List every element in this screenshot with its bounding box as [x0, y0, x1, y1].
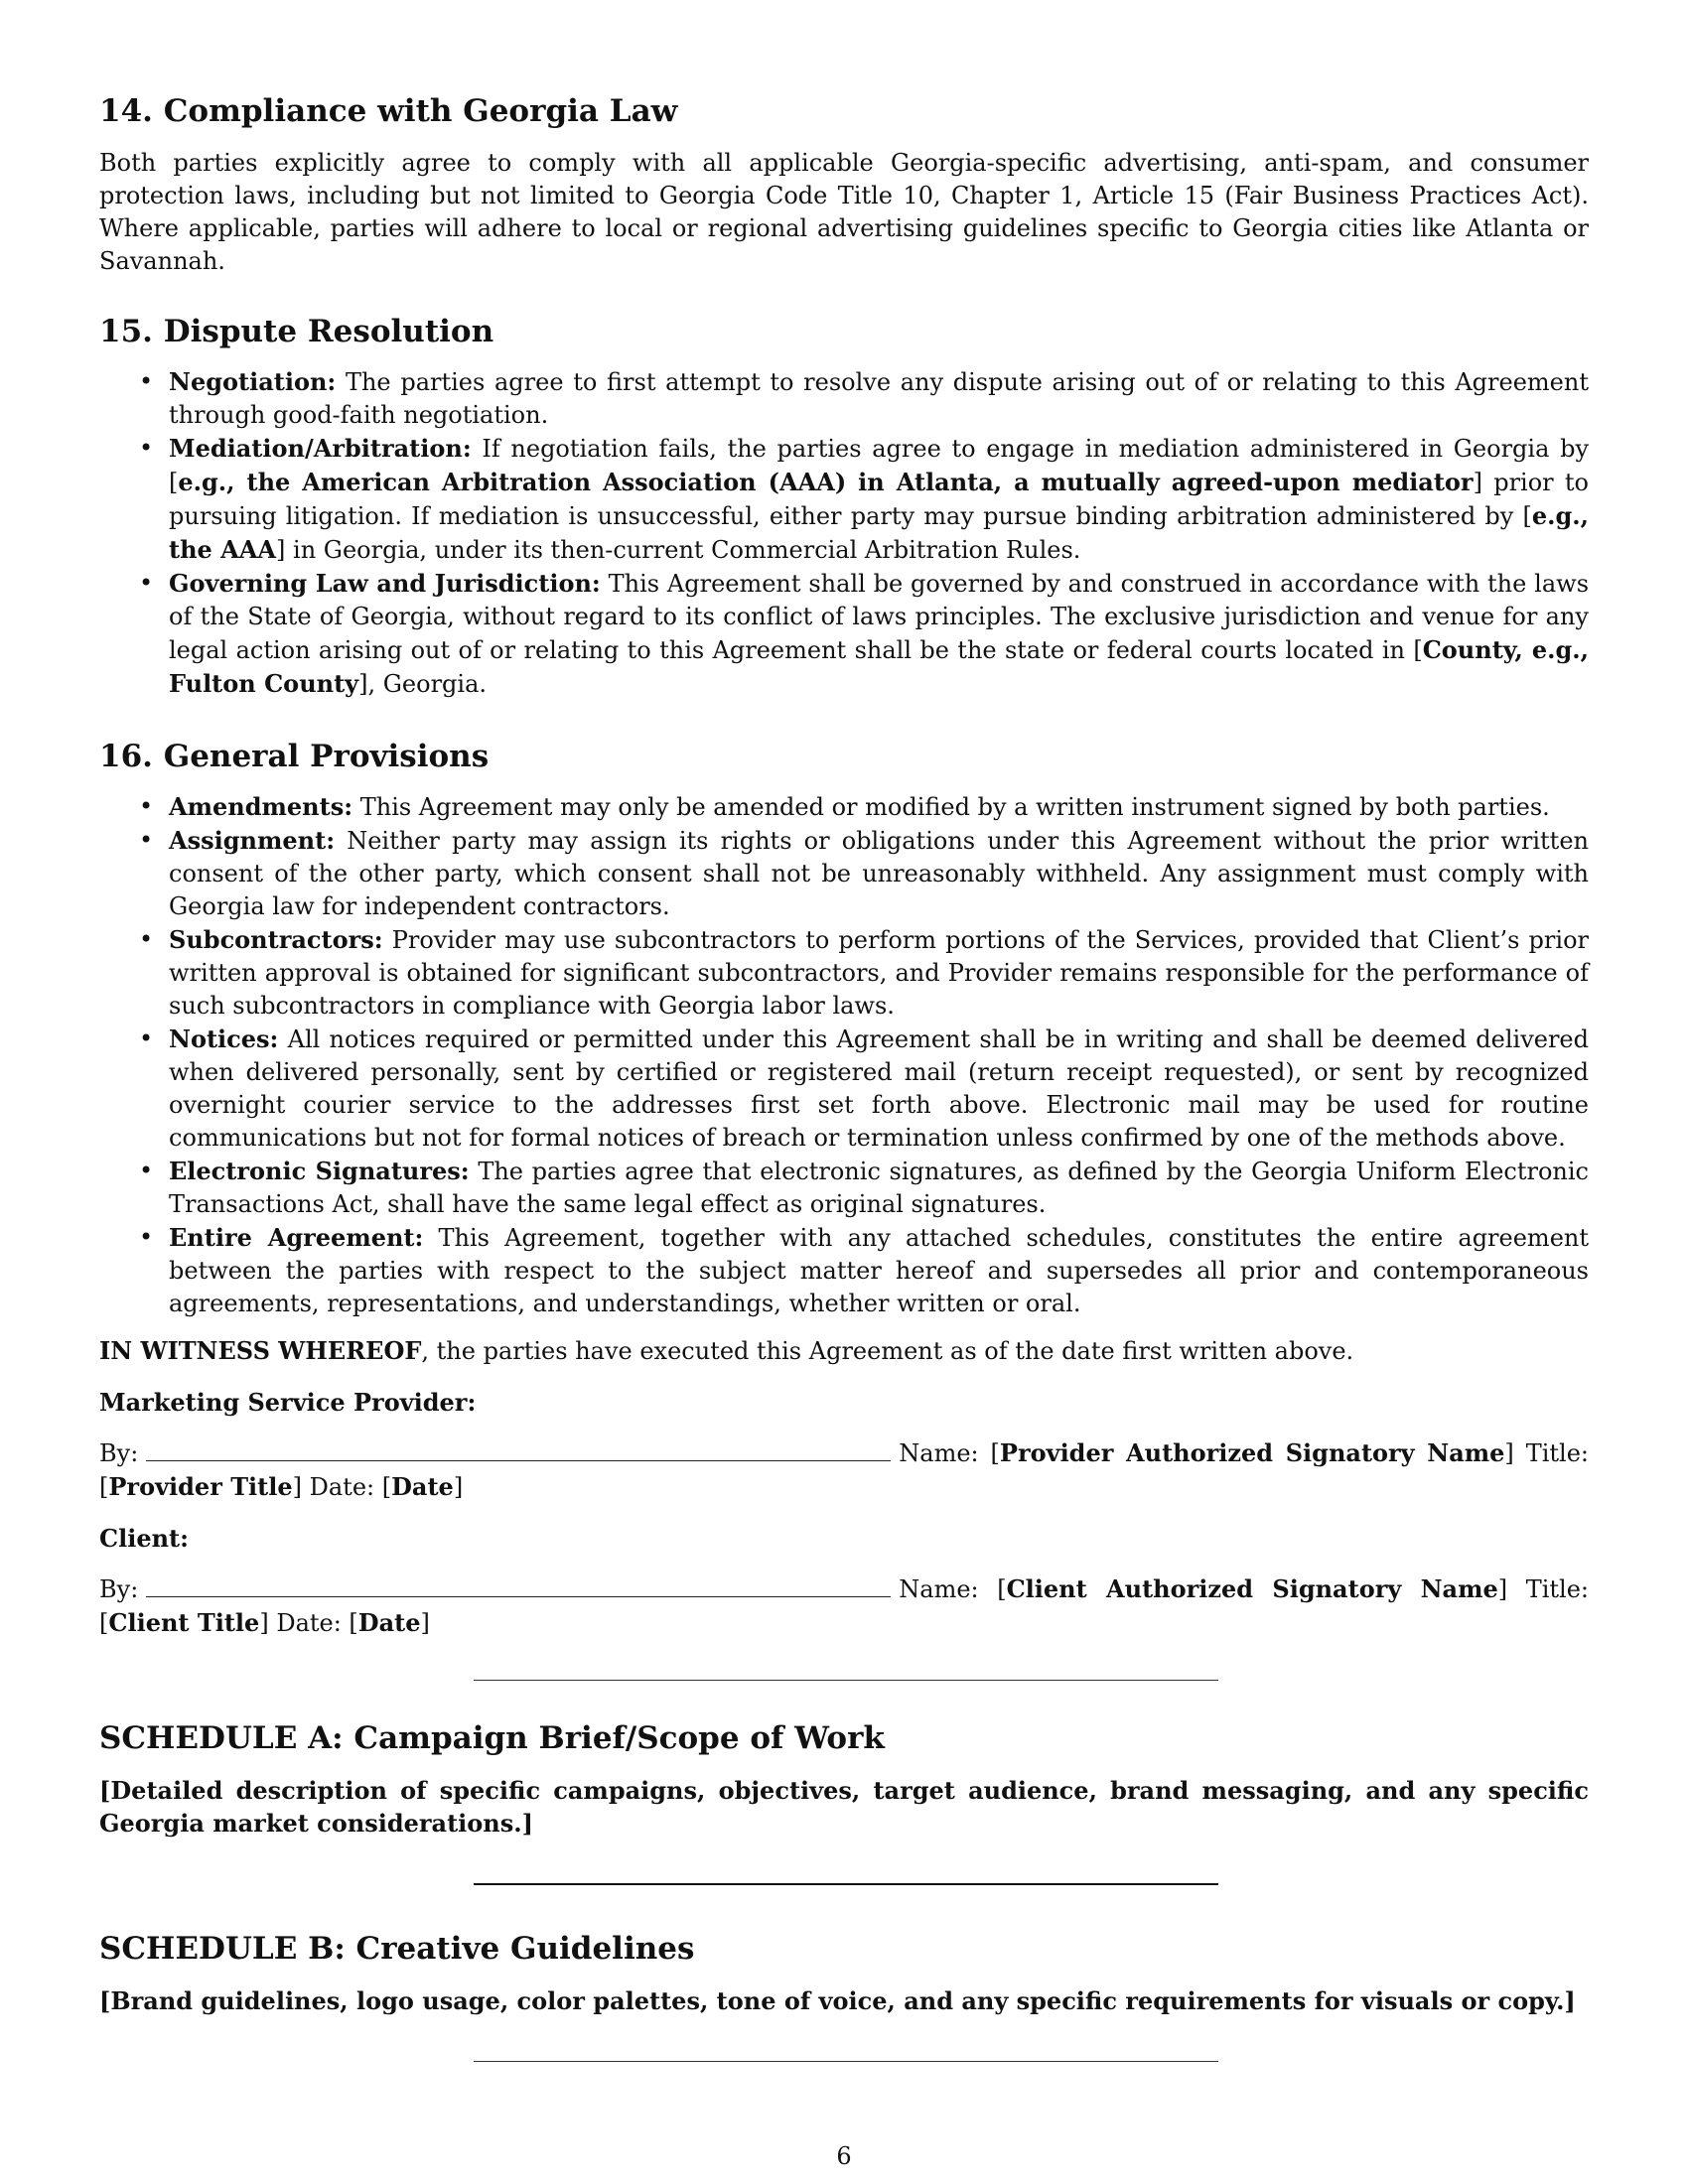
- item-text: All notices required or permitted under this Agreement shall be in writing and shall be deemed delivered when delivered personally, sent by certified or registered mail (return receipt requested), or sent by recognized overnight courier service to the addresses first set forth above. Electronic mail may be used for routine communications but not for formal notices of breach or termination unless confirmed by one of the methods above.: [169, 1025, 1589, 1152]
- item-label: Notices:: [169, 1024, 279, 1053]
- item-label: Subcontractors:: [169, 925, 383, 954]
- witness-text: , the parties have executed this Agreement as of the date first written above.: [421, 1337, 1354, 1365]
- schedule-b-body: [Brand guidelines, logo usage, color palettes, tone of voice, and any specific requirements for visuals or copy.]: [99, 1986, 1576, 2015]
- page-number: 6: [836, 2142, 852, 2170]
- item-label: Governing Law and Jurisdiction:: [169, 569, 601, 598]
- provider-label: Marketing Service Provider:: [99, 1388, 477, 1417]
- list-item-assignment: [169, 824, 1589, 923]
- document-page: [99, 91, 1589, 2062]
- general-provisions-list: [99, 790, 1589, 1320]
- dispute-list: [99, 365, 1589, 701]
- placeholder-arbitrator: e.g., the AAA: [169, 501, 1589, 564]
- witness-statement: [99, 1334, 1589, 1368]
- item-text: ] in Georgia, under its then-current Commercial Arbitration Rules.: [276, 536, 1081, 564]
- provider-name-placeholder: Provider Authorized Signatory Name: [999, 1438, 1505, 1467]
- list-item-amendments: [169, 790, 1589, 824]
- name-label: Name: [: [899, 1439, 1000, 1467]
- witness-bold: IN WITNESS WHEREOF: [99, 1336, 422, 1365]
- list-item-negotiation: [169, 365, 1589, 432]
- section-14-body: Both parties explicitly agree to comply with all applicable Georgia-specific advertising, anti-spam, and consumer protection laws, including but not limited to Georgia Code Title 10, Chapter 1, Article 15 (Fair Business Practices Act). Where applicable, parties will adhere to local or regional advertising guidelines specific to Georgia cities like Atlanta or Savannah.: [99, 149, 1589, 275]
- client-title-placeholder: Client Title: [108, 1608, 260, 1637]
- item-text: This Agreement, together with any attached schedules, constitutes the entire agreement between the parties with respect to the subject matter hereof and supersedes all prior and contemporaneous agreements, representations, and understandings, whether written or oral.: [169, 1224, 1589, 1317]
- list-item-electronic-signatures: [169, 1155, 1589, 1221]
- list-item-entire-agreement: [169, 1221, 1589, 1320]
- bracket-close: ]: [453, 1473, 464, 1501]
- bracket-close: ]: [420, 1609, 430, 1637]
- provider-signature-line[interactable]: [146, 1440, 891, 1461]
- list-item-notices: [169, 1023, 1589, 1155]
- item-label: Amendments:: [169, 792, 353, 821]
- provider-date-placeholder: Date: [391, 1472, 454, 1501]
- date-label: ] Date: [: [292, 1473, 392, 1501]
- schedule-b-heading: SCHEDULE B: Creative Guidelines: [99, 1931, 695, 1967]
- list-item-governing-law: [169, 567, 1589, 701]
- horizontal-rule: [474, 2061, 1218, 2062]
- item-label: Mediation/Arbitration:: [169, 434, 472, 463]
- item-text: Neither party may assign its rights or obligations under this Agreement without the prior written consent of the other party, which consent shall not be unreasonably withheld. Any assignment must comply with Georgia law for independent contractors.: [169, 827, 1589, 920]
- item-text: This Agreement may only be amended or modified by a written instrument signed by both parties.: [352, 793, 1550, 821]
- list-item-mediation: [169, 432, 1589, 567]
- horizontal-rule: [474, 1680, 1218, 1681]
- by-label: By:: [99, 1575, 139, 1603]
- item-text: ], Georgia.: [358, 670, 488, 698]
- item-label: Assignment:: [169, 826, 336, 855]
- client-date-placeholder: Date: [357, 1608, 421, 1637]
- item-label: Electronic Signatures:: [169, 1157, 470, 1185]
- item-text: Provider may use subcontractors to perform portions of the Services, provided that Client’s prior written approval is obtained for significant subcontractors, and Provider remains responsible for the performance of such subcontractors in compliance with Georgia labor laws.: [169, 926, 1589, 1020]
- item-text: This Agreement shall be governed by and construed in accordance with the laws of the State of Georgia, without regard to its conflict of laws principles. The exclusive jurisdiction and venue for any legal action arising out of or relating to this Agreement shall be the state or federal courts located in [: [169, 570, 1590, 664]
- client-signature-block: [99, 1572, 1589, 1640]
- name-label: Name: [: [899, 1575, 1007, 1603]
- date-label: ] Date: [: [259, 1609, 358, 1637]
- item-text: The parties agree to first attempt to resolve any dispute arising out of or relating to this Agreement through good-faith negotiation.: [169, 368, 1589, 429]
- item-text: If negotiation fails, the parties agree to engage in mediation administered in Georgia by [: [169, 435, 1589, 496]
- item-text: ] prior to pursuing litigation. If mediation is unsuccessful, either party may pursue binding arbitration administered by [: [169, 469, 1590, 530]
- provider-signature-block: [99, 1436, 1589, 1504]
- client-label: Client:: [99, 1524, 189, 1553]
- title-label: ] Title: [: [99, 1575, 1589, 1637]
- schedule-a-body: [Detailed description of specific campaigns, objectives, target audience, brand messaging, and any specific Georgia market considerations.]: [99, 1776, 1589, 1838]
- placeholder-county: County, e.g., Fulton County: [169, 635, 1589, 698]
- client-name-placeholder: Client Authorized Signatory Name: [1006, 1574, 1498, 1603]
- schedule-a-heading: SCHEDULE A: Campaign Brief/Scope of Work: [99, 1720, 885, 1756]
- section-14-heading: 14. Compliance with Georgia Law: [99, 93, 678, 129]
- item-label: Negotiation:: [169, 367, 337, 396]
- client-signature-line[interactable]: [146, 1576, 891, 1597]
- placeholder-mediator: e.g., the American Arbitration Association (AAA) in Atlanta, a mutually agreed-upon mediator: [178, 468, 1474, 496]
- section-15-heading: 15. Dispute Resolution: [99, 314, 494, 349]
- list-item-subcontractors: [169, 923, 1589, 1023]
- horizontal-rule: [474, 1883, 1218, 1885]
- by-label: By:: [99, 1439, 139, 1467]
- title-label: ] Title: [: [99, 1439, 1589, 1501]
- item-label: Entire Agreement:: [169, 1223, 424, 1252]
- provider-title-placeholder: Provider Title: [108, 1472, 293, 1501]
- section-16-heading: 16. General Provisions: [99, 739, 490, 774]
- item-text: The parties agree that electronic signatures, as defined by the Georgia Uniform Electronic Transactions Act, shall have the same legal effect as original signatures.: [169, 1158, 1589, 1218]
